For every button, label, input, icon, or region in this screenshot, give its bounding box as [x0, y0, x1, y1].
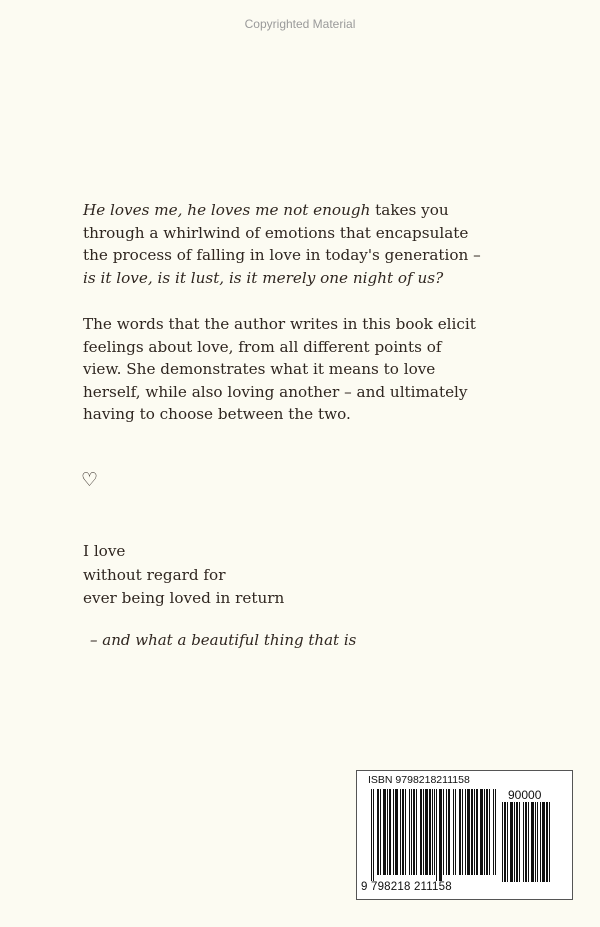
heart-icon: ♡ [81, 469, 99, 491]
barcode-bars-addon [502, 802, 564, 884]
blurb-paragraph-2 [83, 313, 483, 426]
copyright-watermark-top: Copyrighted Material [244, 17, 356, 31]
barcode-bars-main [371, 789, 496, 884]
poem-line: I love [83, 542, 126, 560]
blurb-paragraph-2-text: The words that the author writes in this book elicit feelings about love, from all different points of view. She demonstrates what it means to love herself, while also loving another – and ultimately having to choose between the two. [83, 315, 476, 424]
blurb-text: takes you through a whirlwind of emotions that encapsulate the process of falling in love in today's generation – [83, 201, 481, 265]
isbn-label: ISBN 9798218211158 [368, 774, 470, 786]
blurb-question: is it love, is it lust, is it merely one night of us? [83, 268, 444, 287]
isbn-barcode [356, 770, 573, 900]
poem-line: ever being loved in return [83, 589, 285, 607]
book-title: He loves me, he loves me not enough [83, 201, 371, 219]
price-code: 90000 [508, 788, 542, 802]
poem [83, 540, 284, 611]
blurb-paragraph-1 [83, 199, 483, 289]
poem-signoff: – and what a beautiful thing that is [90, 631, 357, 649]
isbn-digits: 9 798218 211158 [361, 881, 452, 893]
poem-line: without regard for [83, 565, 226, 584]
